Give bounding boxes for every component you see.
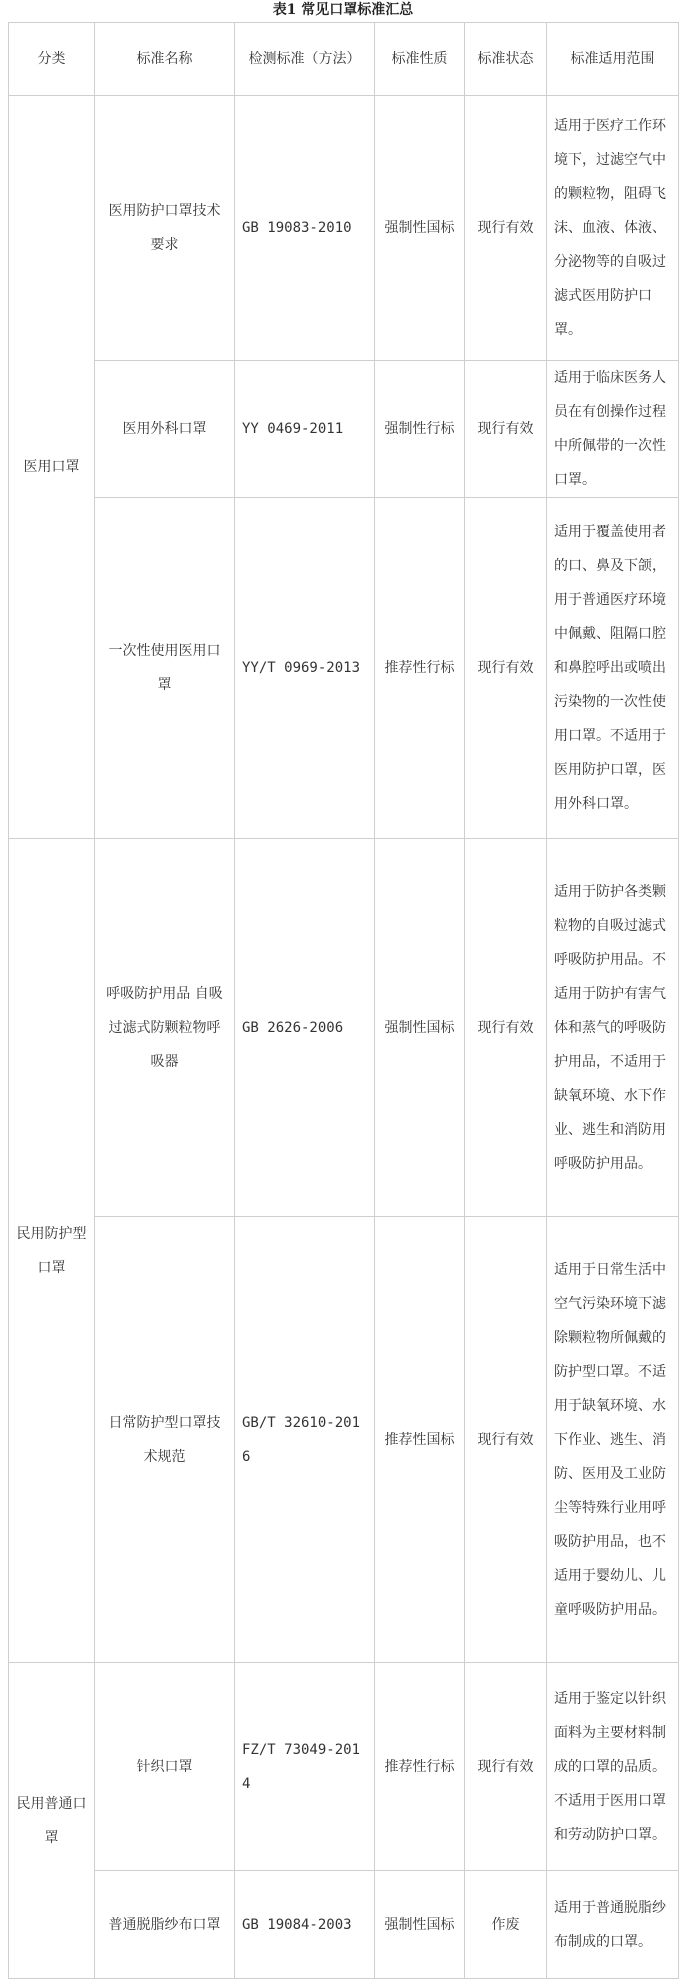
test-standard-cell: GB 19084-2003 bbox=[235, 1871, 375, 1979]
table-caption: 表1 常见口罩标准汇总 bbox=[272, 2, 414, 18]
test-standard-cell: YY 0469-2011 bbox=[235, 361, 375, 498]
standard-name-cell: 普通脱脂纱布口罩 bbox=[95, 1871, 235, 1979]
header-nature: 标准性质 bbox=[375, 23, 465, 96]
scope-cell: 适用于临床医务人员在有创操作过程中所佩带的一次性口罩。 bbox=[547, 361, 679, 498]
test-standard-cell: YY/T 0969-2013 bbox=[235, 498, 375, 839]
nature-cell: 推荐性行标 bbox=[375, 1663, 465, 1871]
standard-name-cell: 医用外科口罩 bbox=[95, 361, 235, 498]
test-standard-cell: FZ/T 73049-2014 bbox=[235, 1663, 375, 1871]
scope-cell: 适用于鉴定以针织面料为主要材料制成的口罩的品质。不适用于医用口罩和劳动防护口罩。 bbox=[547, 1663, 679, 1871]
status-cell: 作废 bbox=[465, 1871, 547, 1979]
table-row bbox=[9, 1663, 679, 1871]
table-row bbox=[9, 839, 679, 1217]
table-row bbox=[9, 1217, 679, 1663]
status-cell: 现行有效 bbox=[465, 498, 547, 839]
test-standard-cell: GB 19083-2010 bbox=[235, 96, 375, 361]
nature-cell: 推荐性行标 bbox=[375, 498, 465, 839]
nature-cell: 强制性国标 bbox=[375, 1871, 465, 1979]
table-header-row bbox=[9, 23, 679, 96]
header-scope: 标准适用范围 bbox=[547, 23, 679, 96]
table-row bbox=[9, 498, 679, 839]
table-row bbox=[9, 1871, 679, 1979]
status-cell: 现行有效 bbox=[465, 1663, 547, 1871]
nature-cell: 强制性行标 bbox=[375, 361, 465, 498]
category-cell: 民用普通口罩 bbox=[9, 1663, 95, 1979]
nature-cell: 推荐性国标 bbox=[375, 1217, 465, 1663]
status-cell: 现行有效 bbox=[465, 1217, 547, 1663]
status-cell: 现行有效 bbox=[465, 839, 547, 1217]
nature-cell: 强制性国标 bbox=[375, 96, 465, 361]
scope-cell: 适用于医疗工作环境下，过滤空气中的颗粒物，阻碍飞沫、血液、体液、分泌物等的自吸过滤式医用防护口罩。 bbox=[547, 96, 679, 361]
standard-name-cell: 针织口罩 bbox=[95, 1663, 235, 1871]
standard-name-cell: 一次性使用医用口罩 bbox=[95, 498, 235, 839]
scope-cell: 适用于防护各类颗粒物的自吸过滤式呼吸防护用品。不适用于防护有害气体和蒸气的呼吸防护用品，不适用于缺氧环境、水下作业、逃生和消防用呼吸防护用品。 bbox=[547, 839, 679, 1217]
header-test-standard: 检测标准（方法） bbox=[235, 23, 375, 96]
scope-cell: 适用于普通脱脂纱布制成的口罩。 bbox=[547, 1871, 679, 1979]
test-standard-cell: GB 2626-2006 bbox=[235, 839, 375, 1217]
header-status: 标准状态 bbox=[465, 23, 547, 96]
header-standard-name: 标准名称 bbox=[95, 23, 235, 96]
category-cell: 民用防护型口罩 bbox=[9, 839, 95, 1663]
status-cell: 现行有效 bbox=[465, 361, 547, 498]
standard-name-cell: 日常防护型口罩技术规范 bbox=[95, 1217, 235, 1663]
header-category: 分类 bbox=[9, 23, 95, 96]
standard-name-cell: 呼吸防护用品 自吸过滤式防颗粒物呼吸器 bbox=[95, 839, 235, 1217]
mask-standards-table bbox=[8, 22, 679, 1979]
scope-cell: 适用于日常生活中空气污染环境下滤除颗粒物所佩戴的防护型口罩。不适用于缺氧环境、水下作业、逃生、消防、医用及工业防尘等特殊行业用呼吸防护用品，也不适用于婴幼儿、儿童呼吸防护用品。 bbox=[547, 1217, 679, 1663]
category-cell: 医用口罩 bbox=[9, 96, 95, 839]
nature-cell: 强制性国标 bbox=[375, 839, 465, 1217]
table-row bbox=[9, 361, 679, 498]
table-row bbox=[9, 96, 679, 361]
scope-cell: 适用于覆盖使用者的口、鼻及下颌，用于普通医疗环境中佩戴、阻隔口腔和鼻腔呼出或喷出污染物的一次性使用口罩。不适用于医用防护口罩，医用外科口罩。 bbox=[547, 498, 679, 839]
test-standard-cell: GB/T 32610-2016 bbox=[235, 1217, 375, 1663]
status-cell: 现行有效 bbox=[465, 96, 547, 361]
standard-name-cell: 医用防护口罩技术要求 bbox=[95, 96, 235, 361]
